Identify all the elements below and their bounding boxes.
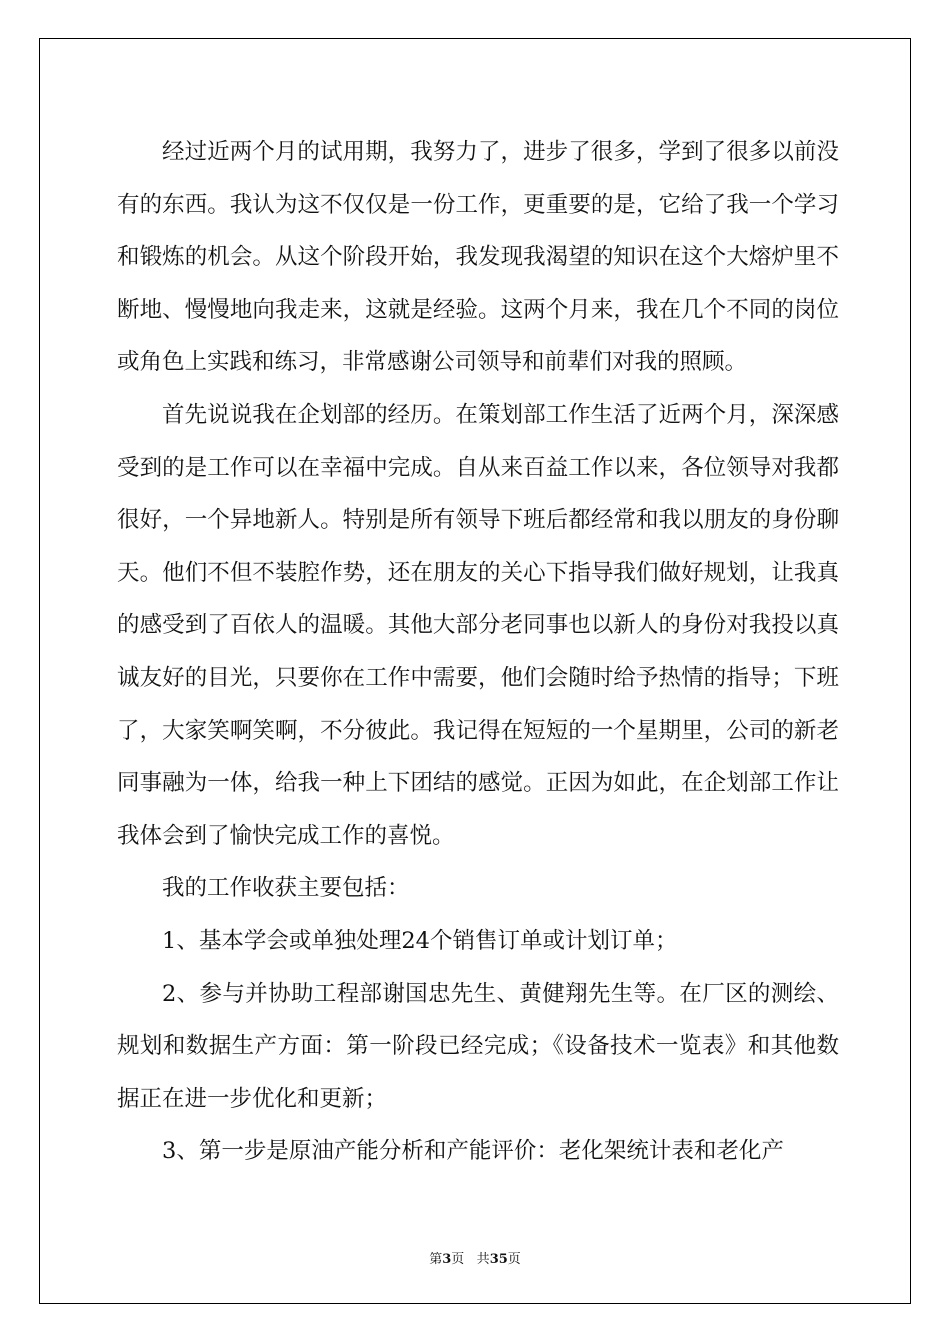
list-item: 1、基本学会或单独处理24个销售订单或计划订单；: [162, 927, 678, 954]
paragraph: 我的工作收获主要包括：: [162, 875, 410, 902]
page-footer: [0, 1248, 950, 1267]
total-pages: 35: [489, 1252, 508, 1267]
paragraph: 首先说说我在企划部的经历。在策划部工作生活了近两个月，深深感受到的是工作可以在幸福中完成。自从来百益工作以来，各位领导对我都很好，一个异地新人。特别是所有领导下班后都经常和我以朋友的身份聊天。他们不但不装腔作势，还在朋友的关心下指导我们做好规划，让我真的感受到了百依人的温暖。其他大部分老同事也以新人的身份对我投以真诚友好的目光，只要你在工作中需要，他们会随时给予热情的指导；下班了，大家笑啊笑啊，不分彼此。我记得在短短的一个星期里，公司的新老同事融为一体，给我一种上下团结的感觉。正因为如此，在企划部工作让我体会到了愉快完成工作的喜悦。: [117, 401, 839, 849]
total-suffix: 页: [507, 1252, 521, 1267]
total-prefix: 共: [476, 1252, 490, 1267]
paragraph: 经过近两个月的试用期，我努力了，进步了很多，学到了很多以前没有的东西。我认为这不仅仅是一份工作，更重要的是，它给了我一个学习和锻炼的机会。从这个阶段开始，我发现我渴望的知识在这个大熔炉里不断地、慢慢地向我走来，这就是经验。这两个月来，我在几个不同的岗位或角色上实践和练习，非常感谢公司领导和前辈们对我的照顾。: [117, 139, 839, 376]
document-body: [117, 126, 839, 1178]
list-item: 2、参与并协助工程部谢国忠先生、黄健翔先生等。在厂区的测绘、规划和数据生产方面：第一阶段已经完成；《设备技术一览表》和其他数据正在进一步优化和更新；: [117, 980, 839, 1112]
page-number: 3: [442, 1252, 452, 1267]
list-item: 3、第一步是原油产能分析和产能评价：老化架统计表和老化产: [162, 1138, 784, 1165]
page-prefix: 第: [429, 1252, 443, 1267]
page-suffix: 页: [451, 1252, 465, 1267]
